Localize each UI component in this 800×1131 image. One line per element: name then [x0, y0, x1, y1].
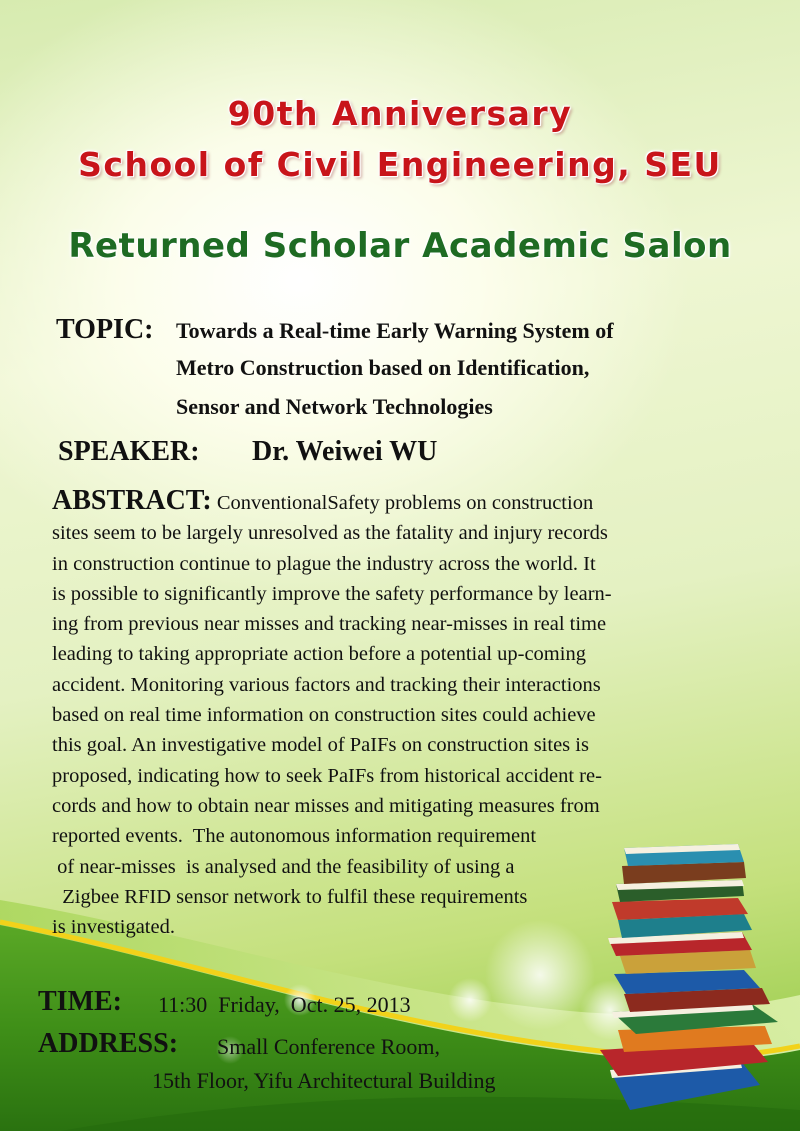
- abstract-line: proposed, indicating how to seek PaIFs from historical accident re-: [52, 764, 602, 787]
- salon-subtitle: Returned Scholar Academic Salon: [68, 226, 732, 266]
- speaker-label: SPEAKER:: [58, 436, 200, 467]
- address-line-1: Small Conference Room,: [217, 1034, 441, 1059]
- abstract-line: Zigbee RFID sensor network to fulfil these requirements: [52, 885, 528, 908]
- abstract-line: [52, 486, 712, 518]
- topic-label: TOPIC:: [56, 314, 154, 345]
- title-line-2: School of Civil Engineering, SEU: [78, 145, 722, 184]
- abstract-line: this goal. An investigative model of PaIFs on construction sites is: [52, 734, 589, 757]
- abstract-line: accident. Monitoring various factors and tracking their interactions: [52, 673, 601, 696]
- abstract-block: [52, 486, 712, 942]
- abstract-line: ing from previous near misses and tracking near-misses in real time: [52, 613, 607, 636]
- abstract-line: reported events. The autonomous information requirement: [52, 825, 537, 848]
- bokeh-light: [448, 978, 492, 1022]
- speaker-name: Dr. Weiwei WU: [252, 436, 438, 467]
- time-value: 11:30 Friday, Oct. 25, 2013: [158, 992, 411, 1017]
- abstract-text: ConventionalSafety problems on construction: [216, 492, 594, 514]
- topic-line: Towards a Real-time Early Warning System of: [176, 318, 614, 343]
- abstract-line: leading to taking appropriate action before a potential up-coming: [52, 643, 586, 666]
- abstract-line: of near-misses is analysed and the feasibility of using a: [52, 855, 515, 878]
- topic-line: Sensor and Network Technologies: [176, 394, 493, 419]
- abstract-line: sites seem to be largely unresolved as the fatality and injury records: [52, 522, 608, 545]
- abstract-line: in construction continue to plague the industry across the world. It: [52, 552, 596, 575]
- abstract-line: is investigated.: [52, 916, 175, 939]
- address-label: ADDRESS:: [38, 1028, 179, 1059]
- abstract-line: based on real time information on construction sites could achieve: [52, 704, 596, 727]
- abstract-line: cords and how to obtain near misses and mitigating measures from: [52, 794, 600, 817]
- address-line-2: 15th Floor, Yifu Architectural Building: [152, 1068, 496, 1093]
- abstract-line: is possible to significantly improve the safety performance by learn-: [52, 582, 612, 605]
- title-line-1: 90th Anniversary: [227, 94, 573, 133]
- abstract-label: ABSTRACT:: [52, 485, 212, 516]
- time-label: TIME:: [38, 986, 122, 1017]
- topic-line: Metro Construction based on Identification,: [176, 355, 590, 380]
